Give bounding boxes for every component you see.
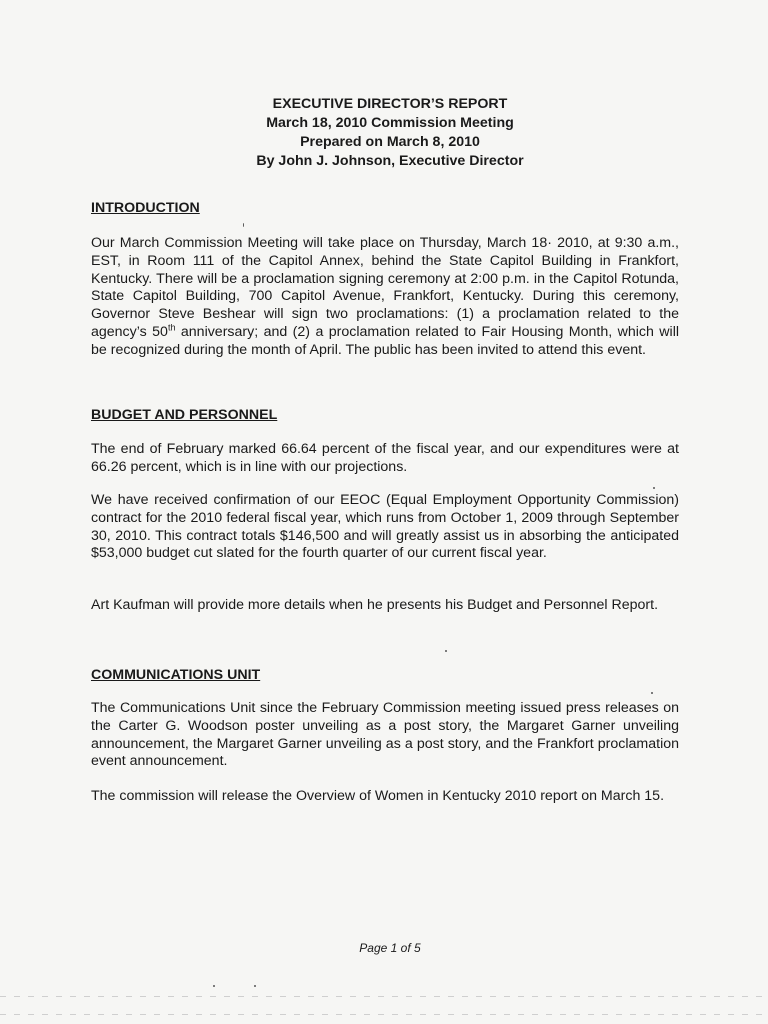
introduction-paragraph bbox=[91, 235, 679, 360]
scan-speck bbox=[243, 223, 244, 227]
introduction-text-part-2: anniversary; and (2) a proclamation related to Fair Housing Month, which will be recognized during the month of April. The public has been invited to attend this event. bbox=[91, 323, 680, 358]
budget-paragraph-2: We have received confirmation of our EEOC (Equal Employment Opportunity Commission) contract for the 2010 federal fiscal year, which runs from October 1, 2009 through September 30, 2010. This contract totals $146,500 and will greatly assist us in absorbing the anticipated $53,000 budget cut slated for the fourth quarter of our current fiscal year. bbox=[91, 492, 679, 562]
scan-speck bbox=[651, 692, 653, 694]
report-header bbox=[0, 95, 768, 171]
report-title: EXECUTIVE DIRECTOR’S REPORT bbox=[272, 96, 508, 112]
meeting-date: March 18, 2010 Commission Meeting bbox=[266, 115, 514, 131]
scan-speck bbox=[254, 985, 256, 987]
page-number: Page 1 of 5 bbox=[359, 941, 421, 955]
scan-speck bbox=[213, 985, 215, 987]
scan-edge-line bbox=[0, 996, 768, 997]
scan-speck bbox=[653, 487, 655, 489]
budget-heading: BUDGET AND PERSONNEL bbox=[91, 407, 278, 423]
budget-paragraph-1: The end of February marked 66.64 percent of the fiscal year, and our expenditures were at 66.26 percent, which is in line with our projections. bbox=[91, 441, 679, 475]
communications-heading: COMMUNICATIONS UNIT bbox=[91, 667, 261, 683]
report-author: By John J. Johnson, Executive Director bbox=[256, 153, 524, 169]
scan-speck bbox=[445, 650, 447, 652]
scan-edge-line bbox=[0, 1014, 768, 1015]
prepared-date: Prepared on March 8, 2010 bbox=[300, 134, 480, 150]
communications-paragraph-1: The Communications Unit since the February Commission meeting issued press releases on the Carter G. Woodson poster unveiling as a post story, the Margaret Garner unveiling announcement, the Margaret Garner unveiling as a post story, and the Frankfort proclamation event announcement. bbox=[91, 700, 679, 770]
introduction-heading: INTRODUCTION bbox=[91, 200, 200, 216]
budget-paragraph-3: Art Kaufman will provide more details when he presents his Budget and Personnel Report. bbox=[91, 597, 659, 613]
ordinal-suffix: th bbox=[167, 322, 176, 333]
communications-paragraph-2: The commission will release the Overview of Women in Kentucky 2010 report on March 15. bbox=[91, 788, 665, 804]
introduction-text-part-1: Our March Commission Meeting will take place on Thursday, March 18· 2010, at 9:30 a.m., EST, in Room 111 of the Capitol Annex, behind the State Capitol Building in Frankfort, Kentucky. There will be a proclamation signing ceremony at 2:00 p.m. in the Capitol Rotunda, State Capitol Building, 700 Capitol Avenue, Frankfort, Kentucky. During this ceremony, Governor Steve Beshear will sign two proclamations: (1) a proclamation related to the agency’s 50 bbox=[91, 235, 679, 340]
